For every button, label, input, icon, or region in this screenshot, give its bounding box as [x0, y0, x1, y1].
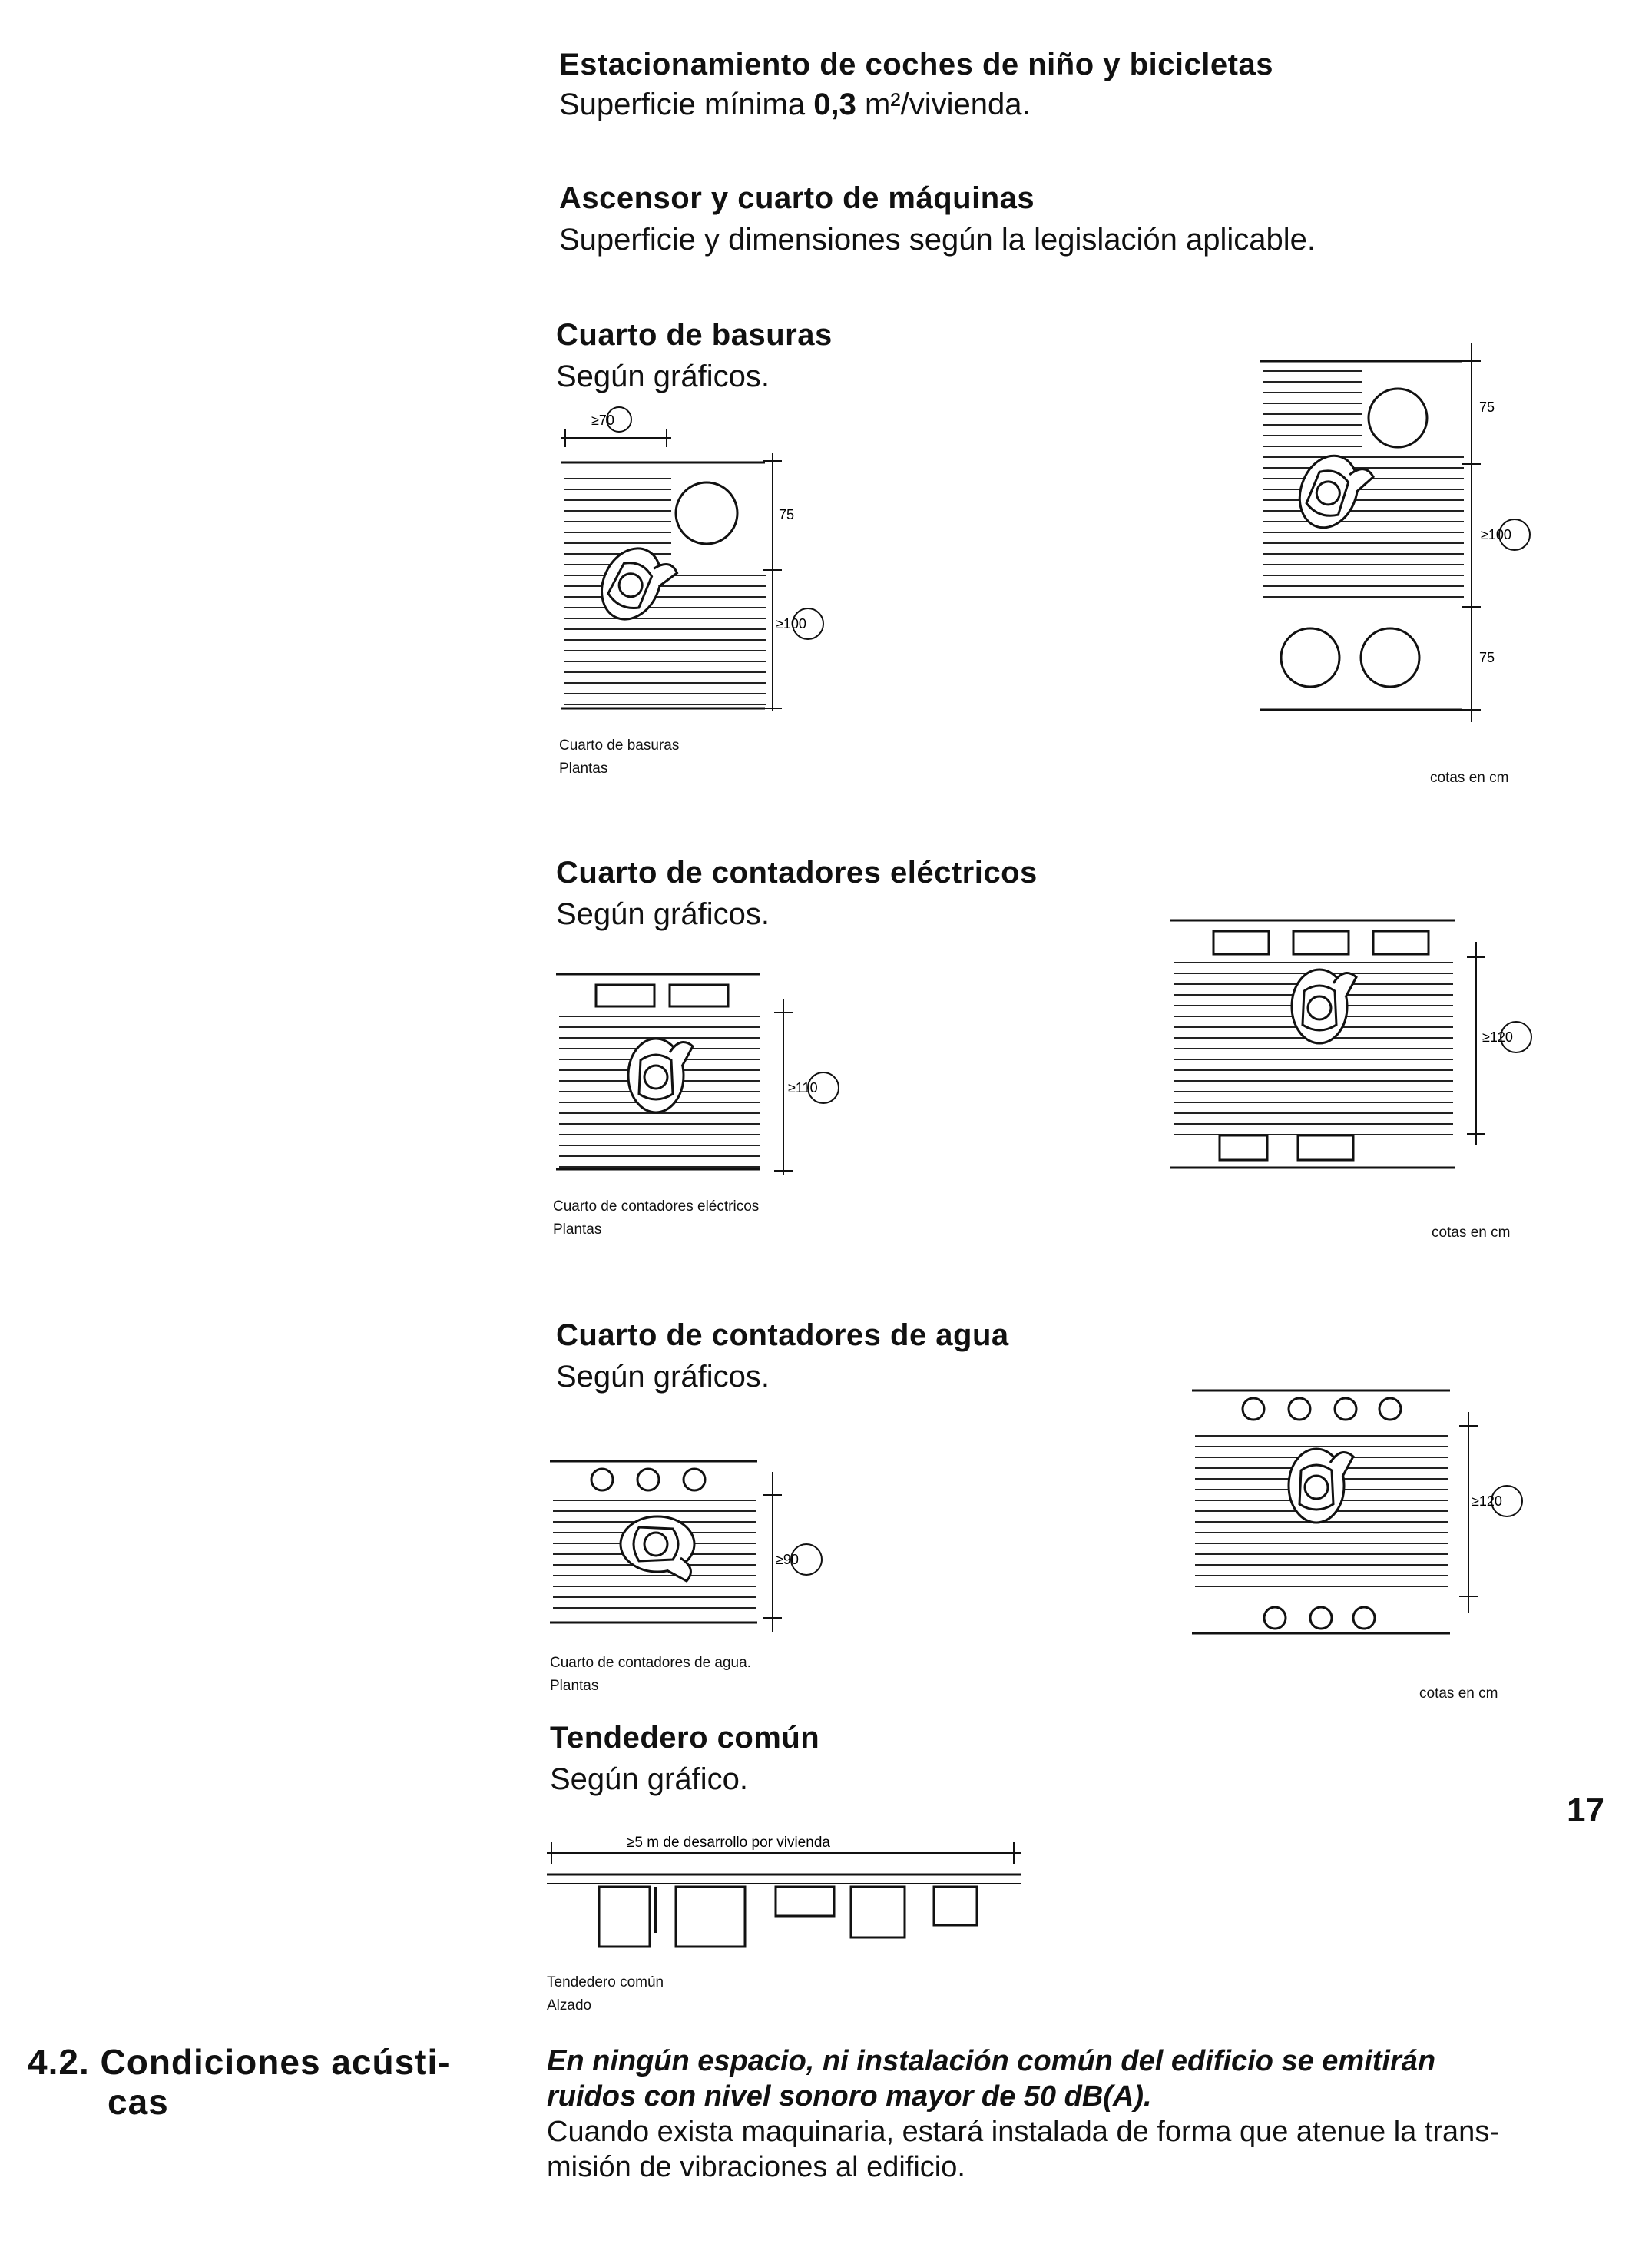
water-plan-left	[550, 1461, 822, 1632]
cotas-water: cotas en cm	[1419, 1685, 1498, 1702]
text-strollers: Superficie mínima 0,3 m²/vivienda.	[559, 88, 1031, 121]
dim-trash-left-mid: 75	[779, 507, 795, 522]
drying-elevation	[547, 1835, 1021, 1947]
text-trash: Según gráficos.	[556, 360, 770, 393]
caption-water: Cuarto de contadores de agua. Plantas	[550, 1655, 751, 1694]
text-electric: Según gráficos.	[556, 897, 770, 931]
dim-water-left: ≥90	[776, 1552, 799, 1567]
dim-trash-right-bottom: 75	[1479, 650, 1495, 665]
caption-drying: Tendedero común Alzado	[547, 1974, 664, 2014]
caption-electric: Cuarto de contadores eléctricos Plantas	[553, 1198, 760, 1238]
dim-trash-left-bottom: ≥100	[776, 616, 806, 631]
heading-drying: Tendedero común	[550, 1721, 820, 1755]
cotas-trash: cotas en cm	[1430, 770, 1509, 786]
water-plan-right	[1192, 1390, 1522, 1633]
trash-plan-right	[1260, 343, 1530, 722]
dim-electric-left: ≥110	[788, 1080, 818, 1095]
cotas-electric: cotas en cm	[1432, 1225, 1511, 1241]
text-drying: Según gráfico.	[550, 1762, 748, 1796]
text-elevator: Superficie y dimensiones según la legislación aplicable.	[559, 223, 1316, 257]
heading-strollers: Estacionamiento de coches de niño y bicicletas	[559, 48, 1273, 81]
text-water: Según gráficos.	[556, 1360, 770, 1394]
trash-plan-left	[561, 407, 823, 711]
section-body: En ningún espacio, ni instalación común del edificio se emitirán ruidos con nivel sonoro mayor de 50 dB(A). Cuando exista maquinaria, estará instalada de forma que atenue la trans- misión de vibraciones al edificio.	[547, 2045, 1499, 2183]
heading-water: Cuarto de contadores de agua	[556, 1318, 1009, 1352]
section-number: 4.2.	[28, 2042, 90, 2082]
dim-electric-right: ≥120	[1482, 1029, 1513, 1045]
electric-plan-right	[1170, 920, 1531, 1168]
electric-plan-left	[556, 974, 839, 1175]
section-title: 4.2. Condiciones acústi- cas	[28, 2042, 451, 2122]
dim-drying: ≥5 m de desarrollo por vivienda	[627, 1835, 830, 1851]
page-number: 17	[1567, 1792, 1604, 1829]
dim-trash-right-mid: ≥100	[1481, 527, 1511, 542]
heading-trash: Cuarto de basuras	[556, 318, 833, 352]
trash-bin-circle	[676, 482, 737, 544]
dim-trash-left-top: ≥70	[591, 413, 614, 428]
heading-electric: Cuarto de contadores eléctricos	[556, 856, 1038, 890]
heading-elevator: Ascensor y cuarto de máquinas	[559, 181, 1035, 215]
dim-water-right: ≥120	[1472, 1493, 1502, 1509]
dim-trash-right-top: 75	[1479, 399, 1495, 415]
caption-trash: Cuarto de basuras Plantas	[559, 738, 680, 777]
